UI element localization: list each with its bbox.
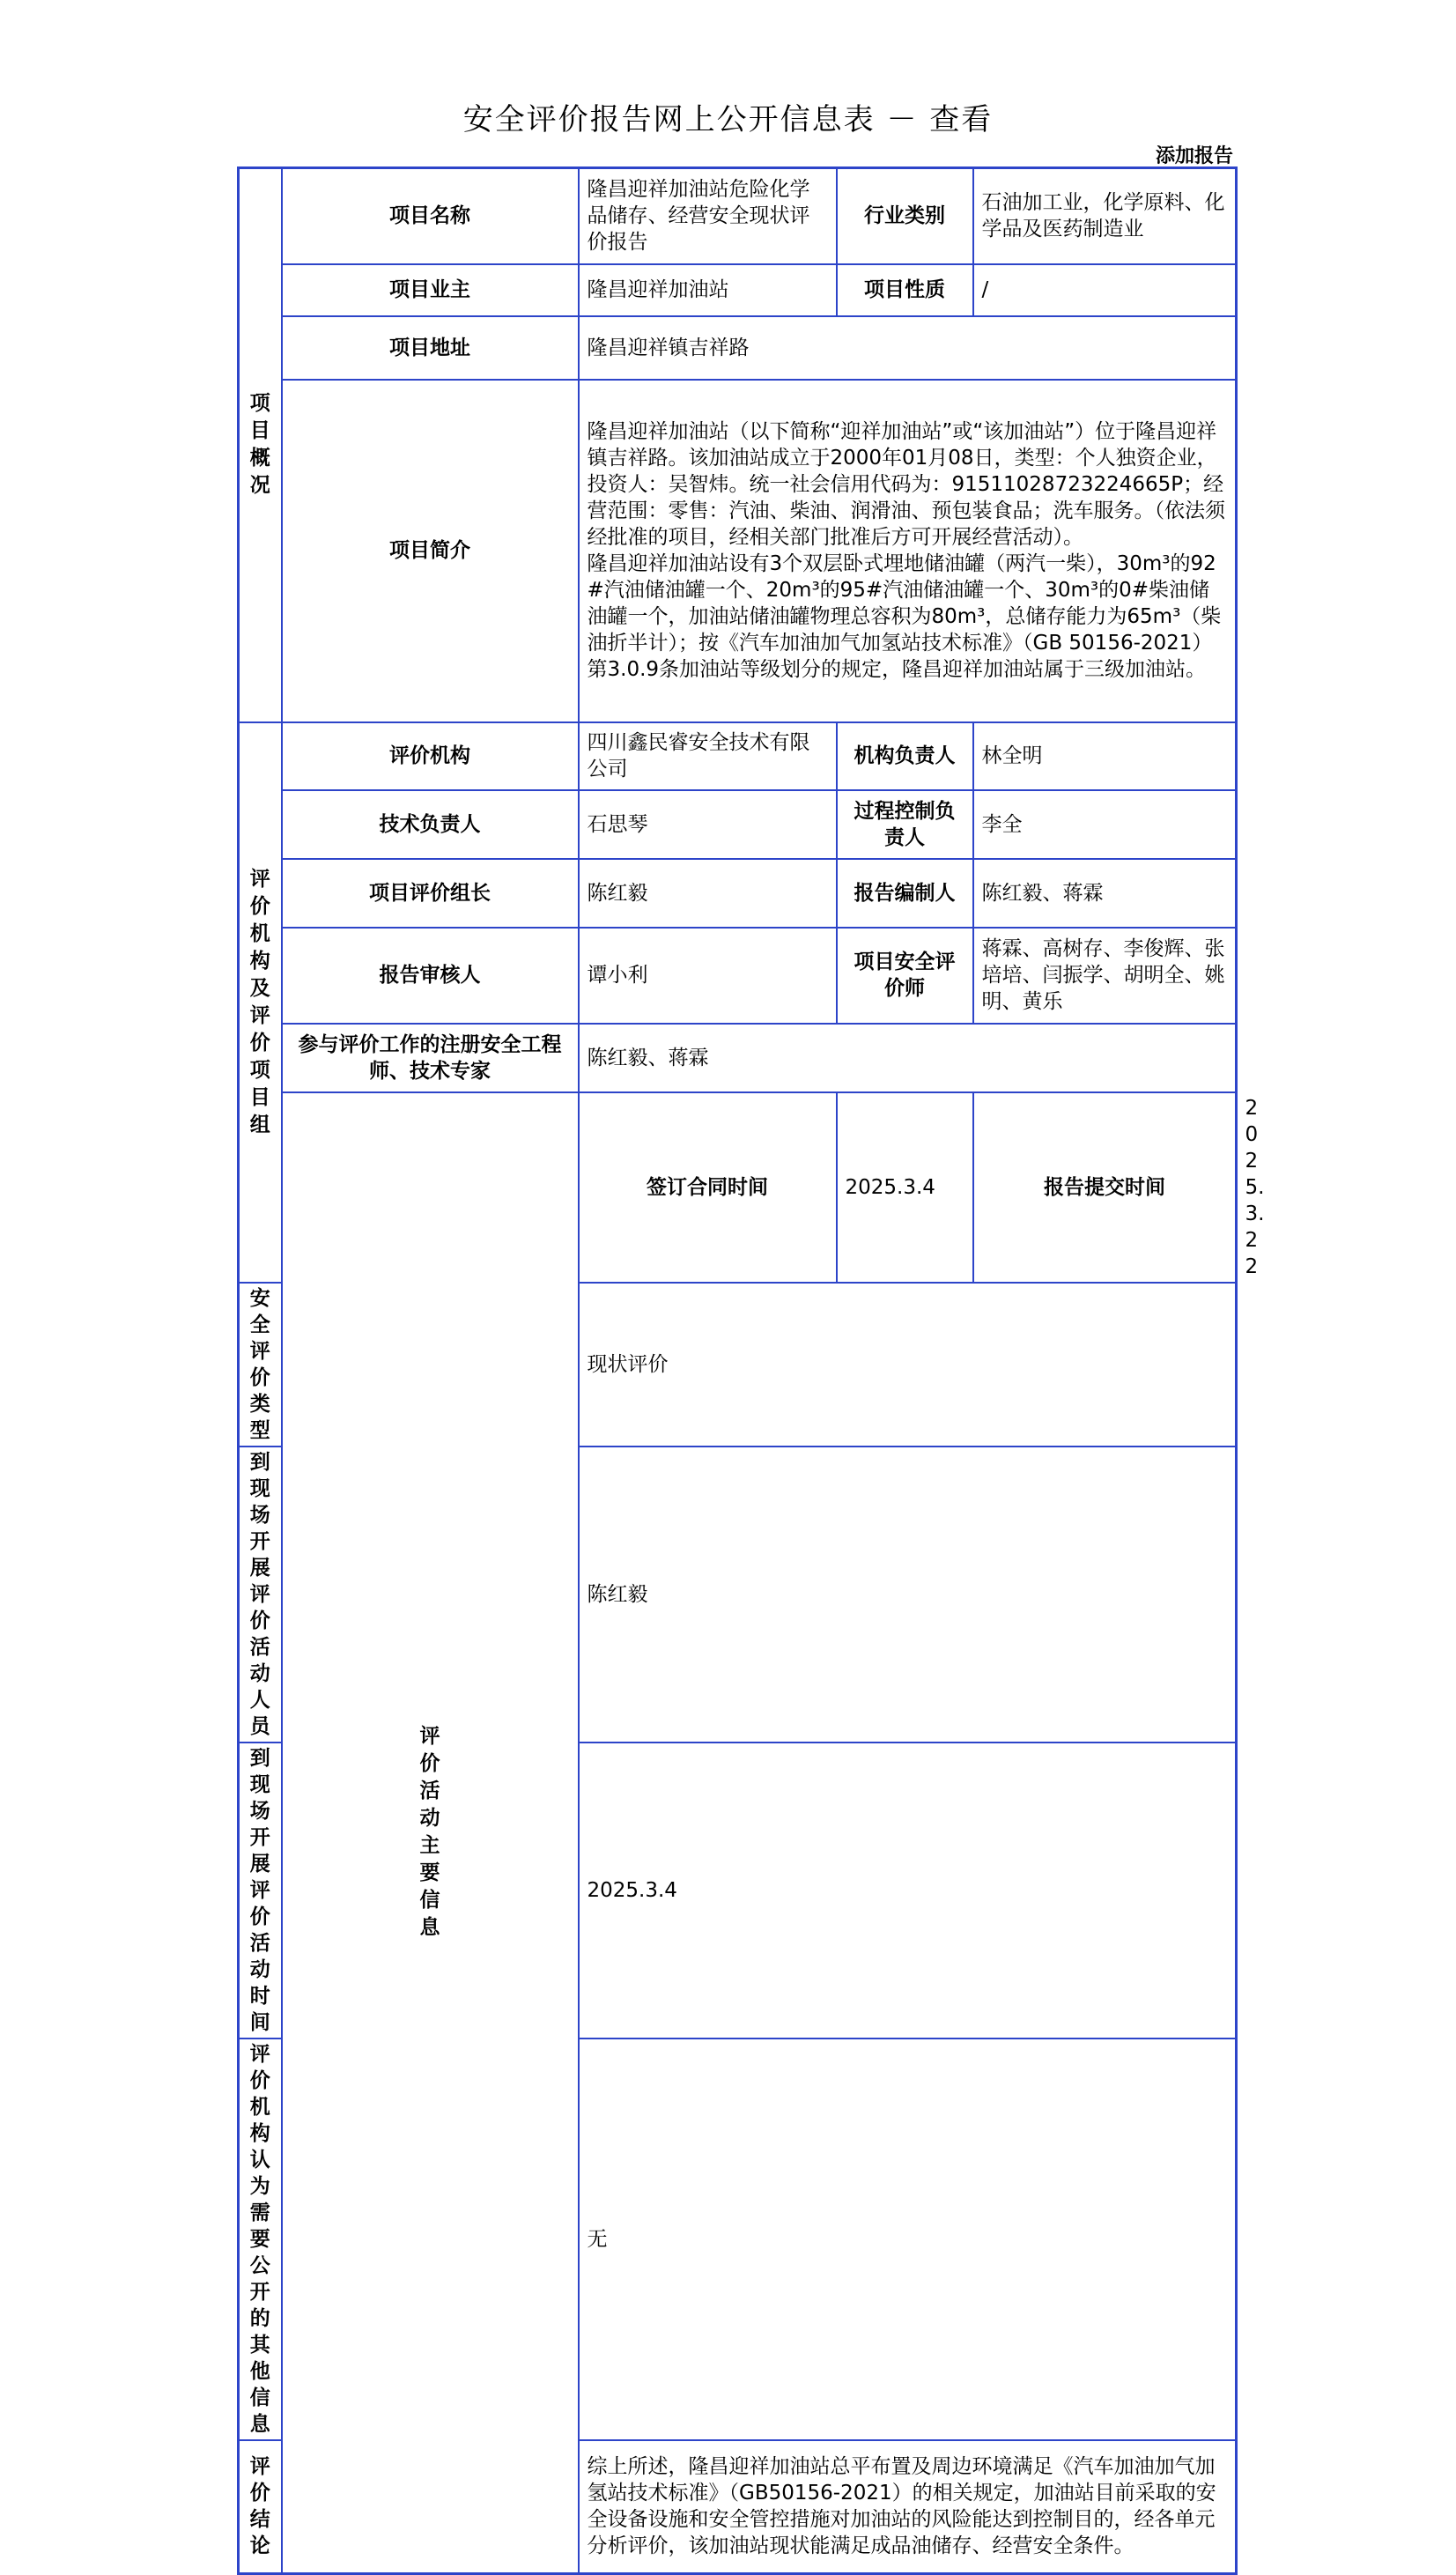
table-row [239, 264, 1237, 316]
table-row [239, 722, 1237, 790]
industry-value: 石油加工业，化学原料、化学品及医药制造业 [973, 168, 1237, 264]
team-leader-label: 项目评价组长 [282, 859, 579, 928]
industry-label: 行业类别 [837, 168, 973, 264]
agency-label: 评价机构 [282, 722, 579, 790]
agency-head-label: 机构负责人 [837, 722, 973, 790]
report-compiler-label: 报告编制人 [837, 859, 973, 928]
project-name-label: 项目名称 [282, 168, 579, 264]
group-overview [239, 168, 282, 722]
table-row [239, 380, 1237, 722]
conclusion-value: 综上所述，隆昌迎祥加油站总平布置及周边环境满足《汽车加油加气加氢站技术标准》（GB50156-2021）的相关规定，加油站目前采取的安全设备设施和安全管控措施对加油站的风险能达到控制目的，经各单元分析评价，该加油站现状能满足成品油储存、经营安全条件。 [579, 2440, 1237, 2574]
group-label: 评价活动主要信息 [419, 1725, 440, 1940]
info-table [237, 166, 1265, 2575]
project-address-label: 项目地址 [282, 316, 579, 380]
process-head-value: 李全 [973, 790, 1237, 859]
conclusion-label: 评价结论 [239, 2440, 282, 2574]
eval-type-label: 安全评价类型 [239, 1283, 282, 1447]
project-intro-value [579, 380, 1237, 722]
add-report-link[interactable]: 添加报告 [1155, 145, 1233, 167]
onsite-staff-value: 陈红毅 [579, 1447, 1237, 1743]
process-head-label: 过程控制负责人 [837, 790, 973, 859]
project-name-value: 隆昌迎祥加油站危险化学品储存、经营安全现状评价报告 [579, 168, 837, 264]
team-leader-value: 陈红毅 [579, 859, 837, 928]
table-row [239, 790, 1237, 859]
project-owner-value: 隆昌迎祥加油站 [579, 264, 837, 316]
table-row [239, 316, 1237, 380]
tech-head-value: 石思琴 [579, 790, 837, 859]
table-row [239, 859, 1237, 928]
agency-value: 四川鑫民睿安全技术有限公司 [579, 722, 837, 790]
intro-paragraph: 隆昌迎祥加油站设有3个双层卧式埋地储油罐（两汽一柴），30m³的92#汽油储油罐一个、20m³的95#汽油储油罐一个、30m³的0#柴油储油罐一个，加油站储油罐物理总容积为80m³，总储存能力为65m³（柴油折半计）；按《汽车加油加气加氢站技术标准》（GB 50156-2021）第3.0.9条加油站等级划分的规定，隆昌迎祥加油站属于三级加油站。 [587, 552, 1222, 681]
table-row [239, 1024, 1237, 1092]
contract-time-value: 2025.3.4 [837, 1092, 973, 1283]
other-info-value: 无 [579, 2039, 1237, 2440]
experts-label: 参与评价工作的注册安全工程师、技术专家 [282, 1024, 579, 1092]
group-label: 项目概况 [249, 392, 270, 498]
eval-type-value: 现状评价 [579, 1283, 1237, 1447]
page-title: 安全评价报告网上公开信息表 － 查看 [462, 102, 994, 137]
report-reviewer-value: 谭小利 [579, 928, 837, 1024]
table-row [239, 168, 1237, 264]
group-activity [282, 1092, 579, 2574]
onsite-time-label: 到现场开展评价活动时间 [239, 1743, 282, 2039]
report-reviewer-label: 报告审核人 [282, 928, 579, 1024]
experts-value: 陈红毅、蒋霖 [579, 1024, 1237, 1092]
project-owner-label: 项目业主 [282, 264, 579, 316]
tech-head-label: 技术负责人 [282, 790, 579, 859]
agency-head-value: 林全明 [973, 722, 1237, 790]
project-nature-value: / [973, 264, 1237, 316]
report-compiler-value: 陈红毅、蒋霖 [973, 859, 1237, 928]
project-address-value: 隆昌迎祥镇吉祥路 [579, 316, 1237, 380]
submit-time-label: 报告提交时间 [973, 1092, 1237, 1283]
onsite-staff-label: 到现场开展评价活动人员 [239, 1447, 282, 1743]
contract-time-label: 签订合同时间 [579, 1092, 837, 1283]
table-row [239, 928, 1237, 1024]
group-agency [239, 722, 282, 1283]
safety-evaluators-value: 蒋霖、高树存、李俊辉、张培培、闫振学、胡明全、姚明、黄乐 [973, 928, 1237, 1024]
group-label: 评价机构及评价项目组 [249, 867, 270, 1136]
project-nature-label: 项目性质 [837, 264, 973, 316]
table-row: 评价活动主要信息 签订合同时间 2025.3.4 报告提交时间 2025.3.22 [239, 1092, 1237, 1283]
safety-evaluators-label: 项目安全评价师 [837, 928, 973, 1024]
onsite-time-value: 2025.3.4 [579, 1743, 1237, 2039]
other-info-label: 评价机构认为需要公开的其他信息 [239, 2039, 282, 2440]
project-intro-label: 项目简介 [282, 380, 579, 722]
intro-paragraph: 隆昌迎祥加油站（以下简称“迎祥加油站”或“该加油站”）位于隆昌迎祥镇吉祥路。该加油站成立于2000年01月08日，类型：个人独资企业，投资人：吴智炜。统一社会信用代码为：91511028723224665P；经营范围：零售：汽油、柴油、润滑油、预包装食品；洗车服务。（依法须经批准的项目，经相关部门批准后方可开展经营活动）。 [587, 420, 1225, 549]
